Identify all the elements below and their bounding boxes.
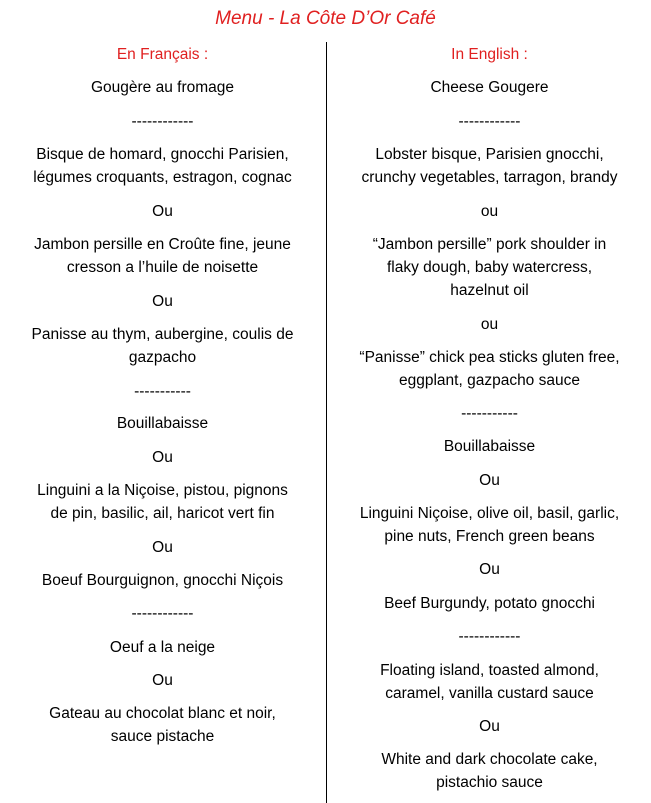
menu-item	[0, 702, 325, 748]
menu-line: ------------	[458, 113, 521, 130]
menu-item	[0, 380, 325, 403]
menu-line: pistachio sauce	[436, 774, 543, 791]
english-heading: In English :	[451, 46, 528, 63]
menu-line: Ou	[479, 561, 500, 578]
menu-item	[0, 76, 325, 99]
menu-line: Lobster bisque, Parisien gnocchi,	[375, 146, 604, 163]
menu-line: ------------	[131, 605, 194, 622]
menu-item	[328, 200, 651, 223]
menu-item	[0, 446, 325, 469]
menu-line: gazpacho	[128, 349, 197, 366]
menu-line: Oeuf a la neige	[109, 639, 216, 656]
menu-line: eggplant, gazpacho sauce	[399, 372, 580, 389]
menu-line: Ou	[152, 449, 173, 466]
menu-line: Cheese Gougere	[430, 79, 549, 96]
menu-item	[0, 143, 325, 189]
menu-line: ------------	[458, 628, 521, 645]
menu-line: Ou	[152, 203, 173, 220]
menu-line: Ou	[152, 539, 173, 556]
menu-item	[328, 76, 651, 99]
menu-line: Ou	[152, 672, 173, 689]
menu-line: Floating island, toasted almond,	[380, 662, 599, 679]
menu-line: crunchy vegetables, tarragon, brandy	[361, 169, 618, 186]
menu-item	[328, 502, 651, 548]
menu-line: Panisse au thym, aubergine, coulis de	[31, 326, 294, 343]
menu-line: Ou	[479, 718, 500, 735]
menu-line: ------------	[131, 113, 194, 130]
menu-item	[328, 233, 651, 302]
menu-line: flaky dough, baby watercress,	[386, 259, 593, 276]
menu-line: ou	[480, 316, 499, 333]
menu-line: ou	[480, 203, 499, 220]
menu-item	[0, 200, 325, 223]
menu-item	[0, 569, 325, 592]
menu-line: Ou	[479, 472, 500, 489]
menu-item	[0, 233, 325, 279]
menu-line: -----------	[461, 405, 518, 422]
menu-line: Bouillabaisse	[116, 415, 209, 432]
menu-item	[328, 435, 651, 458]
menu-item	[0, 536, 325, 559]
column-divider	[326, 42, 327, 803]
menu-item	[328, 592, 651, 615]
menu-item	[328, 110, 651, 133]
menu-title: Menu - La Côte D’Or Café	[215, 8, 436, 29]
menu-line: Gougère au fromage	[90, 79, 235, 96]
menu-line: de pin, basilic, ail, haricot vert fin	[50, 505, 275, 522]
menu-item	[0, 479, 325, 525]
menu-item	[0, 290, 325, 313]
menu-item	[328, 402, 651, 425]
menu-line: sauce pistache	[110, 728, 215, 745]
menu-item	[328, 715, 651, 738]
menu-line: “Panisse” chick pea sticks gluten free,	[359, 349, 620, 366]
menu-line: Gateau au chocolat blanc et noir,	[49, 705, 276, 722]
menu-line: caramel, vanilla custard sauce	[385, 685, 594, 702]
menu-line: Boeuf Bourguignon, gnocchi Niçois	[41, 572, 284, 589]
menu-line: Bisque de homard, gnocchi Parisien,	[36, 146, 289, 163]
menu-item	[0, 110, 325, 133]
menu-line: cresson a l’huile de noisette	[66, 259, 259, 276]
menu-line: Jambon persille en Croûte fine, jeune	[34, 236, 291, 253]
menu-item	[0, 412, 325, 435]
menu-item	[0, 602, 325, 625]
menu-line: Bouillabaisse	[443, 438, 536, 455]
menu-item	[0, 636, 325, 659]
menu-line: Linguini Niçoise, olive oil, basil, garlic,	[359, 505, 620, 522]
menu-item	[328, 748, 651, 794]
menu-item	[328, 469, 651, 492]
menu-item	[0, 669, 325, 692]
menu-line: Ou	[152, 293, 173, 310]
menu-line: pine nuts, French green beans	[384, 528, 595, 545]
menu-item	[0, 323, 325, 369]
menu-item	[328, 625, 651, 648]
menu-line: White and dark chocolate cake,	[381, 751, 598, 768]
menu-item	[328, 346, 651, 392]
french-heading: En Français :	[116, 46, 209, 63]
menu-item	[328, 558, 651, 581]
menu-item	[328, 659, 651, 705]
menu-line: -----------	[134, 383, 191, 400]
menu-item	[328, 313, 651, 336]
menu-line: Beef Burgundy, potato gnocchi	[384, 595, 595, 612]
menu-line: Linguini a la Niçoise, pistou, pignons	[37, 482, 288, 499]
menu-item	[328, 143, 651, 189]
menu-line: “Jambon persille” pork shoulder in	[372, 236, 607, 253]
menu-line: légumes croquants, estragon, cognac	[33, 169, 292, 186]
menu-line: hazelnut oil	[450, 282, 529, 299]
